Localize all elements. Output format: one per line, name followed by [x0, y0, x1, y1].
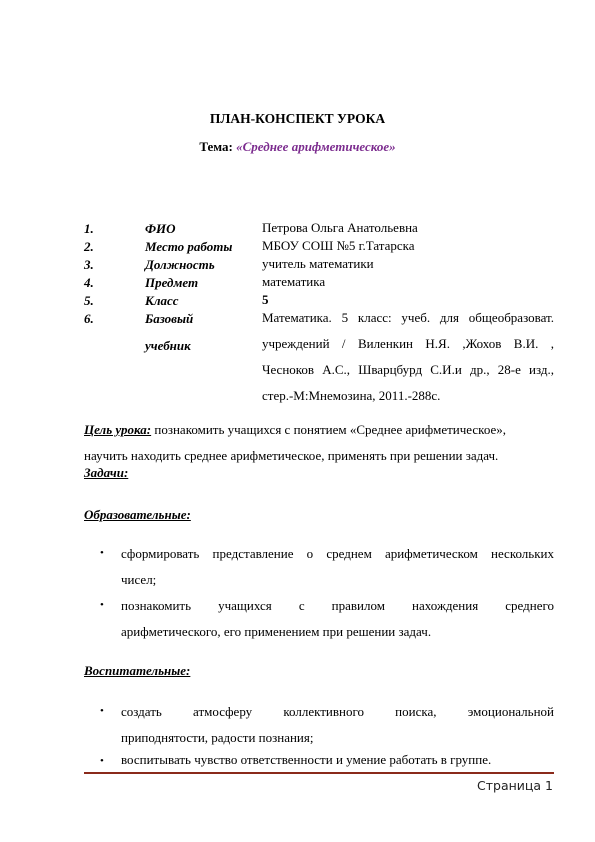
row-label: ФИО [145, 221, 176, 236]
row-label: Предмет [145, 275, 199, 290]
list-item: воспитывать чувство ответственности и умение работать в группе. [121, 752, 492, 767]
row-label: Должность [145, 257, 215, 272]
list-item-continuation: чисел; [121, 572, 157, 587]
tasks-heading: Задачи: [84, 465, 129, 480]
textbook-line: Математика. 5 класс: учеб. для общеобразоват. [262, 310, 554, 325]
row-label: Место работы [145, 239, 233, 254]
textbook-line: стер.-М:Мнемозина, 2011.-288с. [262, 388, 441, 403]
row-number: 5. [84, 293, 94, 308]
row-number: 3. [84, 257, 94, 272]
row-number: 2. [84, 239, 94, 254]
page-number: Страница 1 [477, 778, 553, 793]
row-number: 4. [84, 275, 94, 290]
goal-label: Цель урока: [84, 422, 152, 437]
list-item: сформировать представление о среднем арифметическом нескольких [121, 546, 554, 561]
list-item-continuation: приподнятости, радости познания; [121, 730, 314, 745]
list-item-continuation: арифметического, его применением при решении задач. [121, 624, 432, 639]
list-item: создать атмосферу коллективного поиска, эмоциональной [121, 704, 554, 719]
row-number: 6. [84, 311, 94, 326]
row-label-continuation: учебник [145, 338, 191, 353]
row-value: математика [262, 274, 326, 289]
document-title: ПЛАН-КОНСПЕКТ УРОКА [209, 111, 386, 126]
goal-line [84, 422, 506, 438]
bullet-icon: • [100, 547, 104, 559]
bullet-icon: • [100, 755, 104, 767]
topic-value: «Среднее арифметическое» [236, 139, 396, 154]
row-value: Петрова Ольга Анатольевна [262, 220, 418, 235]
footer-rule [84, 772, 554, 774]
textbook-line: учреждений / Виленкин Н.Я. ,Жохов В.И. , [262, 336, 554, 351]
educational-heading: Образовательные: [84, 507, 191, 522]
row-label: Базовый [145, 311, 194, 326]
goal-text: познакомить учащихся с понятием «Среднее арифметическое», [151, 422, 506, 437]
goal-line-2: научить находить среднее арифметическое, применять при решении задач. [84, 448, 499, 463]
bullet-icon: • [100, 705, 104, 717]
row-value: МБОУ СОШ №5 г.Татарска [262, 238, 415, 253]
list-item: познакомить учащихся с правилом нахождения среднего [121, 598, 554, 613]
upbringing-heading: Воспитательные: [84, 663, 191, 678]
row-value: учитель математики [262, 256, 374, 271]
row-value: 5 [262, 292, 269, 307]
topic-line [0, 139, 595, 155]
row-label: Класс [145, 293, 179, 308]
textbook-line: Чесноков А.С., Шварцбурд С.И.и др., 28-е изд., [262, 362, 554, 377]
bullet-icon: • [100, 599, 104, 611]
row-number: 1. [84, 221, 94, 236]
topic-label: Тема: [199, 139, 237, 154]
